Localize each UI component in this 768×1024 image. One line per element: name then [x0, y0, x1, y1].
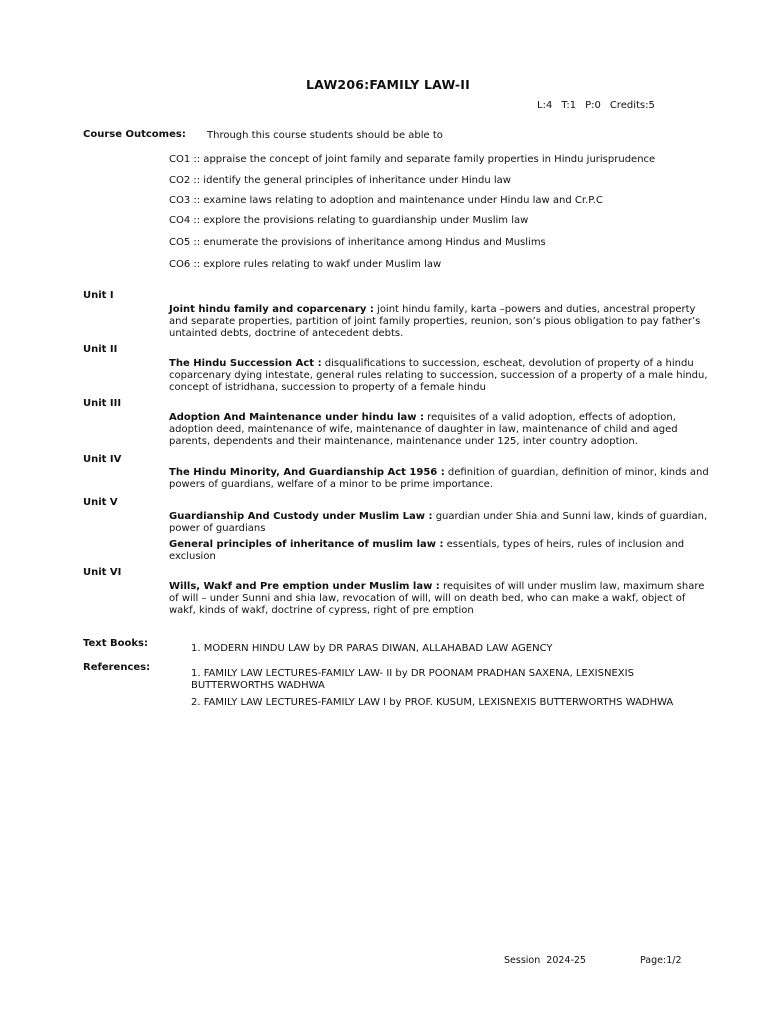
unit-heading: General principles of inheritance of muslim law :	[169, 539, 444, 550]
credits-line	[537, 100, 664, 112]
unit-heading: Guardianship And Custody under Muslim Law :	[169, 511, 433, 522]
unit-content	[169, 412, 709, 448]
lecture-hours: L:4	[537, 100, 553, 111]
unit-content	[169, 467, 709, 491]
practical-hours: P:0	[585, 100, 601, 111]
unit-content	[169, 304, 709, 340]
text-books-label: Text Books:	[83, 638, 148, 649]
unit-text: guardian under Shia and Sunni law, kinds of guardian, power of guardians	[169, 511, 708, 534]
course-outcome-item: CO1 :: appraise the concept of joint family and separate family properties in Hindu jurisprudence	[169, 154, 656, 165]
reference-item: 1. FAMILY LAW LECTURES-FAMILY LAW- II by DR POONAM PRADHAN SAXENA, LEXISNEXIS BUTTERWORTHS WADHWA	[191, 668, 634, 691]
text-book-item: 1. MODERN HINDU LAW by DR PARAS DIWAN, ALLAHABAD LAW AGENCY	[191, 643, 553, 654]
unit-text: essentials, types of heirs, rules of inclusion and exclusion	[169, 539, 685, 562]
unit-label: Unit V	[83, 497, 118, 508]
unit-content	[169, 511, 709, 535]
credits-value: Credits:5	[609, 100, 655, 111]
course-outcome-item: CO3 :: examine laws relating to adoption and maintenance under Hindu law and Cr.P.C	[169, 195, 603, 206]
unit-label: Unit IV	[83, 454, 122, 465]
course-outcomes-label: Course Outcomes:	[83, 129, 186, 140]
course-outcome-item: CO5 :: enumerate the provisions of inheritance among Hindus and Muslims	[169, 237, 546, 248]
unit-label: Unit III	[83, 398, 122, 409]
unit-text: disqualifications to succession, escheat, devolution of property of a hindu coparcenary dying intestate, general rules relating to succession, succession of a property of a male hindu, concept of istridhana, succession to property of a female hindu	[169, 358, 708, 393]
unit-text: requisites of will under muslim law, maximum share of will – under Sunni and shia law, revocation of will, will on death bed, who can make a wakf, object of wakf, kinds of wakf, doctrine of cypress, right of pre emption	[169, 581, 705, 616]
unit-heading: Wills, Wakf and Pre emption under Muslim law :	[169, 581, 440, 592]
unit-content	[169, 539, 709, 563]
unit-content	[169, 358, 709, 394]
unit-label: Unit I	[83, 290, 114, 301]
unit-heading: Adoption And Maintenance under hindu law :	[169, 412, 424, 423]
unit-text: definition of guardian, definition of minor, kinds and powers of guardians, welfare of a minor to be prime importance.	[169, 467, 709, 490]
footer-page-number: Page:1/2	[640, 955, 682, 966]
course-outcome-item: CO4 :: explore the provisions relating to guardianship under Muslim law	[169, 215, 529, 226]
page-title: LAW206:FAMILY LAW-II	[305, 77, 471, 92]
unit-text: joint hindu family, karta –powers and duties, ancestral property and separate properties, partition of joint family properties, reunion, son’s pious obligation to pay father’s untainted debts, doctrine of antecedent debts.	[169, 304, 701, 339]
unit-heading: The Hindu Succession Act :	[169, 358, 322, 369]
references-label: References:	[83, 662, 151, 673]
unit-text: requisites of a valid adoption, effects of adoption, adoption deed, maintenance of wife, maintenance of daughter in law, maintenance of child and aged parents, dependents and their maintenance, maintenance under 125, inter country adoption.	[169, 412, 678, 447]
unit-content	[169, 581, 709, 617]
reference-item: 2. FAMILY LAW LECTURES-FAMILY LAW I by PROF. KUSUM, LEXISNEXIS BUTTERWORTHS WADHWA	[191, 697, 674, 708]
unit-heading: Joint hindu family and coparcenary :	[169, 304, 374, 315]
unit-label: Unit II	[83, 344, 118, 355]
course-outcome-item: CO6 :: explore rules relating to wakf under Muslim law	[169, 259, 442, 270]
unit-label: Unit VI	[83, 567, 122, 578]
tutorial-hours: T:1	[561, 100, 577, 111]
course-outcome-item: CO2 :: identify the general principles of inheritance under Hindu law	[169, 175, 511, 186]
course-outcomes-intro: Through this course students should be able to	[207, 130, 443, 141]
footer-session: Session 2024-25	[504, 955, 586, 966]
unit-heading: The Hindu Minority, And Guardianship Act 1956 :	[169, 467, 445, 478]
